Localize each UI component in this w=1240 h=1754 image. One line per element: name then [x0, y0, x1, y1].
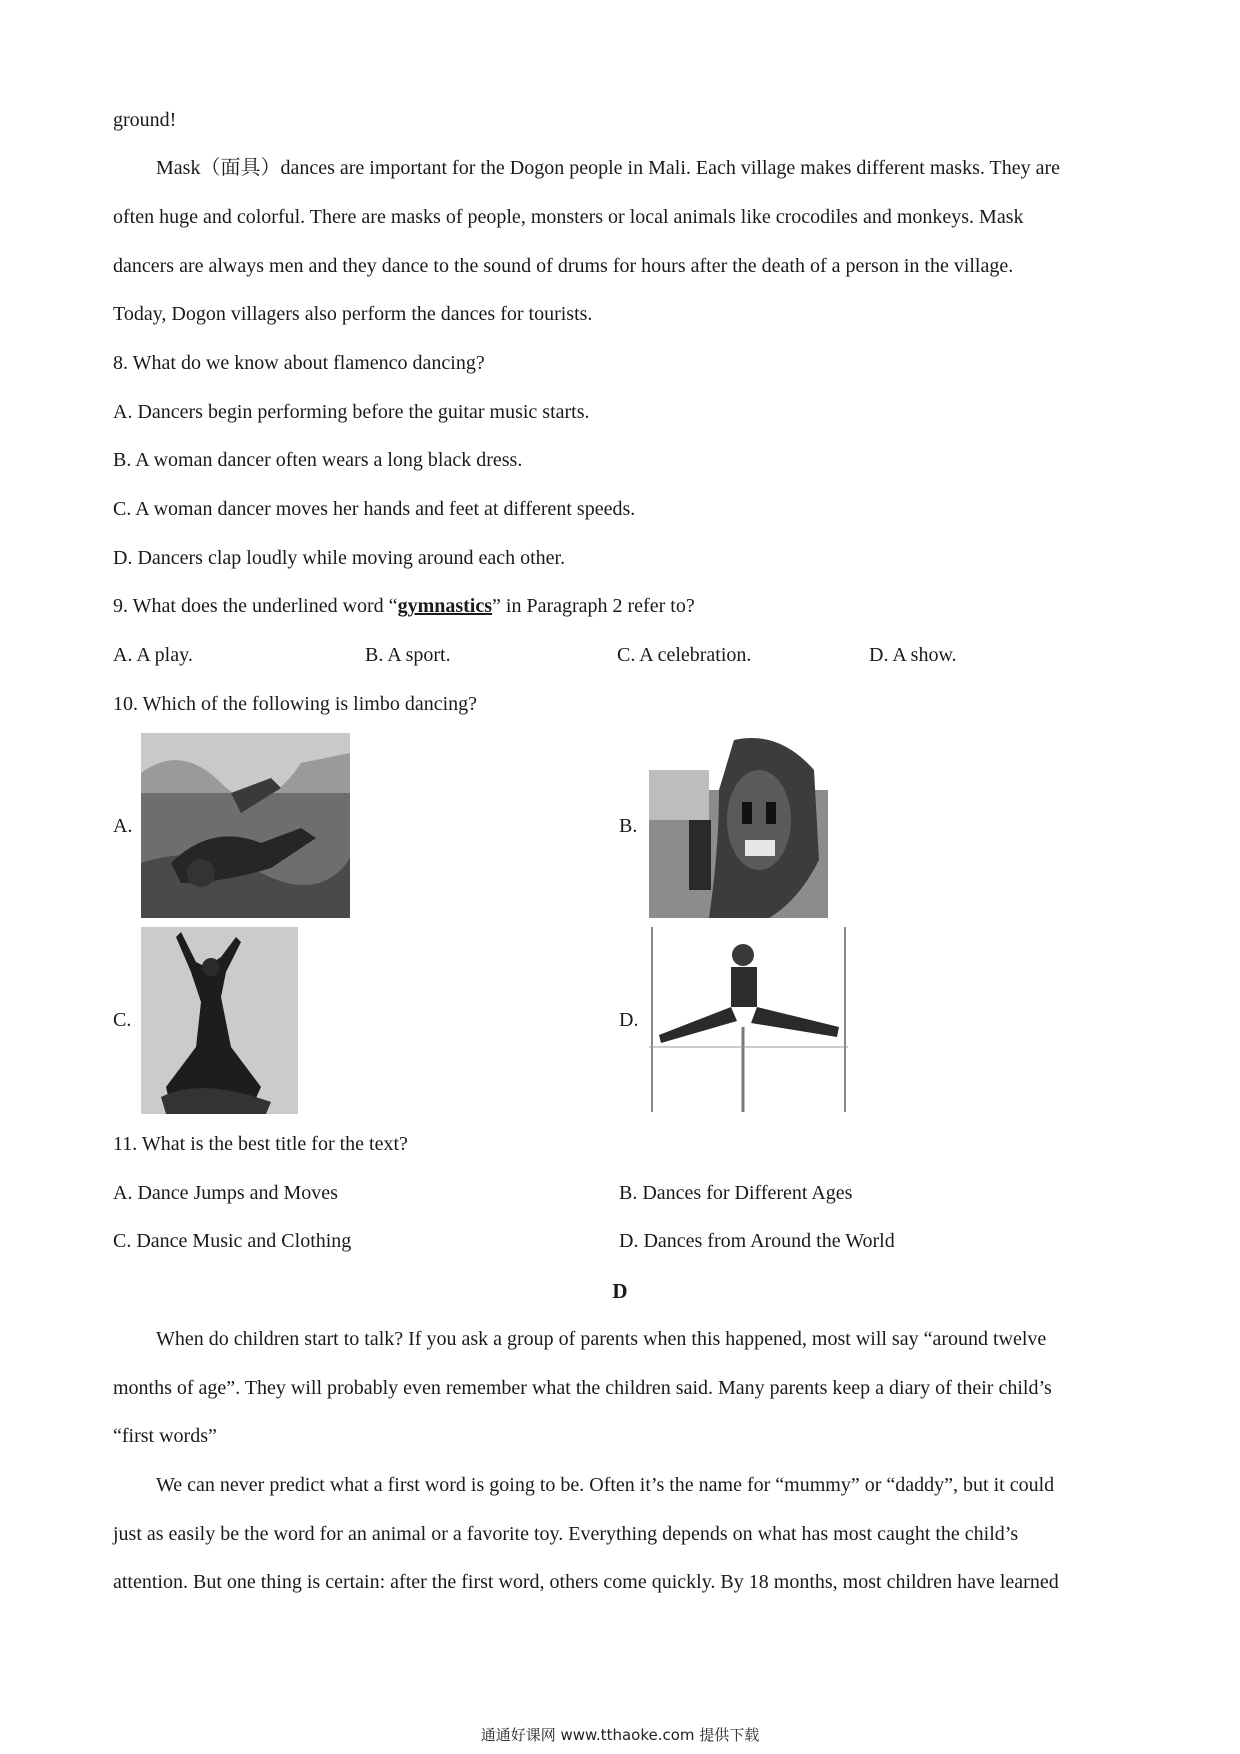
q10-label-b: B. — [619, 815, 638, 837]
q11-option-c: C. Dance Music and Clothing — [113, 1230, 352, 1252]
q9-option-c: C. A celebration. — [617, 644, 752, 666]
limbo-photo-a — [141, 733, 350, 918]
question-9 — [113, 594, 695, 618]
q10-label-c: C. — [113, 1009, 132, 1031]
q9-keyword: gymnastics — [397, 595, 493, 617]
q8-option-a: A. Dancers begin performing before the guitar music starts. — [113, 401, 590, 423]
paragraph-line: often huge and colorful. There are masks of people, monsters or local animals like crocodiles and monkeys. Mask — [113, 206, 1024, 228]
paragraph-line: When do children start to talk? If you ask a group of parents when this happened, most will say “around twelve — [156, 1328, 1047, 1350]
question-8: 8. What do we know about flamenco dancing? — [113, 352, 485, 374]
mask-photo-b — [649, 730, 828, 918]
q10-label-a: A. — [113, 815, 133, 837]
paragraph-line: We can never predict what a first word is going to be. Often it’s the name for “mummy” or “daddy”, but it could — [156, 1474, 1055, 1496]
section-heading: D — [612, 1279, 628, 1303]
limbo-photo-d — [649, 927, 848, 1112]
paragraph-line: dancers are always men and they dance to the sound of drums for hours after the death of a person in the village. — [113, 255, 1014, 277]
paragraph-line: ground! — [113, 109, 177, 131]
q9-option-a: A. A play. — [113, 644, 193, 666]
paragraph-line: attention. But one thing is certain: after the first word, others come quickly. By 18 months, most children have learned — [113, 1571, 1059, 1593]
page-footer: 通通好课网 www.tthaoke.com 提供下载 — [480, 1726, 760, 1744]
flamenco-photo-c — [141, 927, 298, 1114]
paragraph-line: Mask（面具）dances are important for the Dogon people in Mali. Each village makes different masks. They are — [156, 157, 1060, 179]
q9-option-b: B. A sport. — [365, 644, 451, 666]
q9-option-d: D. A show. — [869, 644, 957, 666]
q9-text-post: ” in Paragraph 2 refer to? — [492, 595, 695, 617]
question-11: 11. What is the best title for the text? — [113, 1133, 408, 1155]
q11-option-a: A. Dance Jumps and Moves — [113, 1182, 338, 1204]
q9-text-pre: 9. What does the underlined word “ — [113, 595, 398, 617]
paragraph-line: months of age”. They will probably even remember what the children said. Many parents keep a diary of their child’s — [113, 1377, 1052, 1399]
paragraph-line: Today, Dogon villagers also perform the dances for tourists. — [113, 303, 593, 325]
q8-option-d: D. Dancers clap loudly while moving around each other. — [113, 547, 566, 569]
q8-option-b: B. A woman dancer often wears a long black dress. — [113, 449, 523, 471]
q11-option-b: B. Dances for Different Ages — [619, 1182, 853, 1204]
paragraph-line: “first words” — [113, 1425, 217, 1447]
paragraph-line: just as easily be the word for an animal or a favorite toy. Everything depends on what has most caught the child’s — [113, 1523, 1019, 1545]
q11-option-d: D. Dances from Around the World — [619, 1230, 895, 1252]
q8-option-c: C. A woman dancer moves her hands and feet at different speeds. — [113, 498, 636, 520]
q10-label-d: D. — [619, 1009, 639, 1031]
question-10: 10. Which of the following is limbo dancing? — [113, 693, 478, 715]
